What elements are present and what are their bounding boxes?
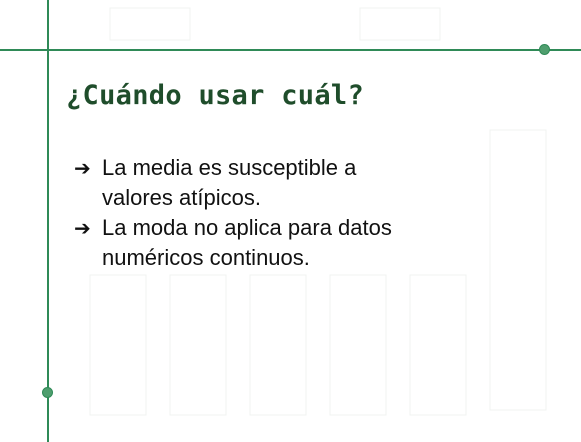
slide-title: ¿Cuándo usar cuál? (66, 80, 364, 111)
bottom-left-dot-icon (42, 387, 53, 398)
horizontal-accent-line (0, 49, 581, 51)
arrow-right-icon: ➔ (74, 156, 91, 180)
bullet-item (74, 213, 554, 273)
bullet-list (74, 153, 554, 273)
bullet-text: La moda no aplica para datos numéricos continuos. (102, 215, 392, 270)
bullet-text: La media es susceptible a valores atípicos. (102, 155, 357, 210)
vertical-accent-line (47, 0, 49, 442)
bullet-item (74, 153, 554, 213)
arrow-right-icon: ➔ (74, 216, 91, 240)
top-right-dot-icon (539, 44, 550, 55)
